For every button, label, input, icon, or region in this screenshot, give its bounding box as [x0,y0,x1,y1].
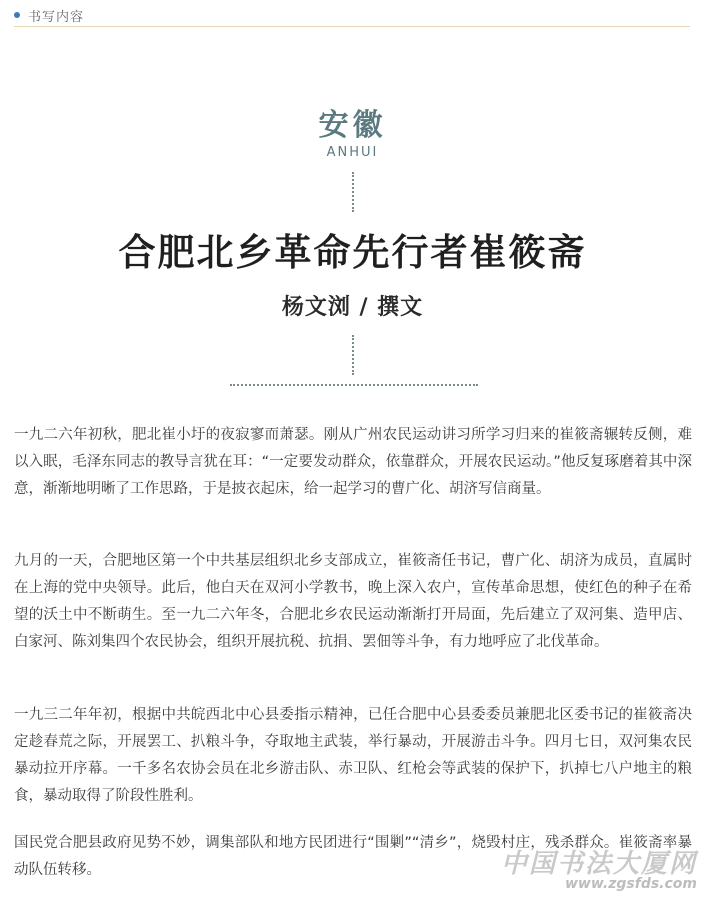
vertical-dotted-divider-top [352,172,356,212]
province-title: 安徽 [318,108,387,143]
section-header [14,4,690,27]
horizontal-dotted-divider [230,384,478,386]
article-title: 合肥北乡革命先行者崔筱斋 [118,230,587,274]
paragraph-2: 九月的一天，合肥地区第一个中共基层组织北乡支部成立，崔筱斋任书记，曹广化、胡济为成员，直属时在上海的党中央领导。此后，他白天在双河小学教书，晚上深入农户，宣传革命思想，使红色的种子在希望的沃土中不断萌生。至一九二六年冬，合肥北乡农民运动渐渐打开局面，先后建立了双河集、造甲店、白家河、陈刘集四个农民协会，组织开展抗税、抗捐、罢佃等斗争，有力地呼应了北伐革命。 [14,553,692,650]
watermark-name: 中国书法大厦网 [500,849,697,879]
province-english: ANHUI [326,145,379,160]
paragraph-4: 国民党合肥县政府见势不妙，调集部队和地方民团进行“围剿”“清乡”，烧毁村庄，残杀群众。崔筱斋率暴动队伍转移。 [14,835,692,878]
bullet-icon [14,12,20,18]
section-label: 书写内容 [28,10,85,25]
watermark-url: www.zgsfds.com [565,876,697,892]
site-watermark [501,843,697,892]
author-byline: 杨文浏 / 撰文 [281,295,424,320]
paragraph-1: 一九二六年初秋，肥北崔小圩的夜寂寥而萧瑟。刚从广州农民运动讲习所学习归来的崔筱斋辗转反侧，难以入眠，毛泽东同志的教导言犹在耳：“一定要发动群众，依靠群众，开展农民运动。”他反复琢磨着其中深意，渐渐地明晰了工作思路，于是披衣起床，给一起学习的曹广化、胡济写信商量。 [14,427,692,497]
vertical-dotted-divider-bottom [352,335,356,375]
paragraph-3: 一九三二年年初，根据中共皖西北中心县委指示精神，已任合肥中心县委委员兼肥北区委书记的崔筱斋决定趁春荒之际，开展罢工、扒粮斗争，夺取地主武装，举行暴动，开展游击斗争。四月七日，双河集农民暴动拉开序幕。一千多名农协会员在北乡游击队、赤卫队、红枪会等武装的保护下，扒掉七八户地主的粮食，暴动取得了阶段性胜利。 [14,707,692,804]
